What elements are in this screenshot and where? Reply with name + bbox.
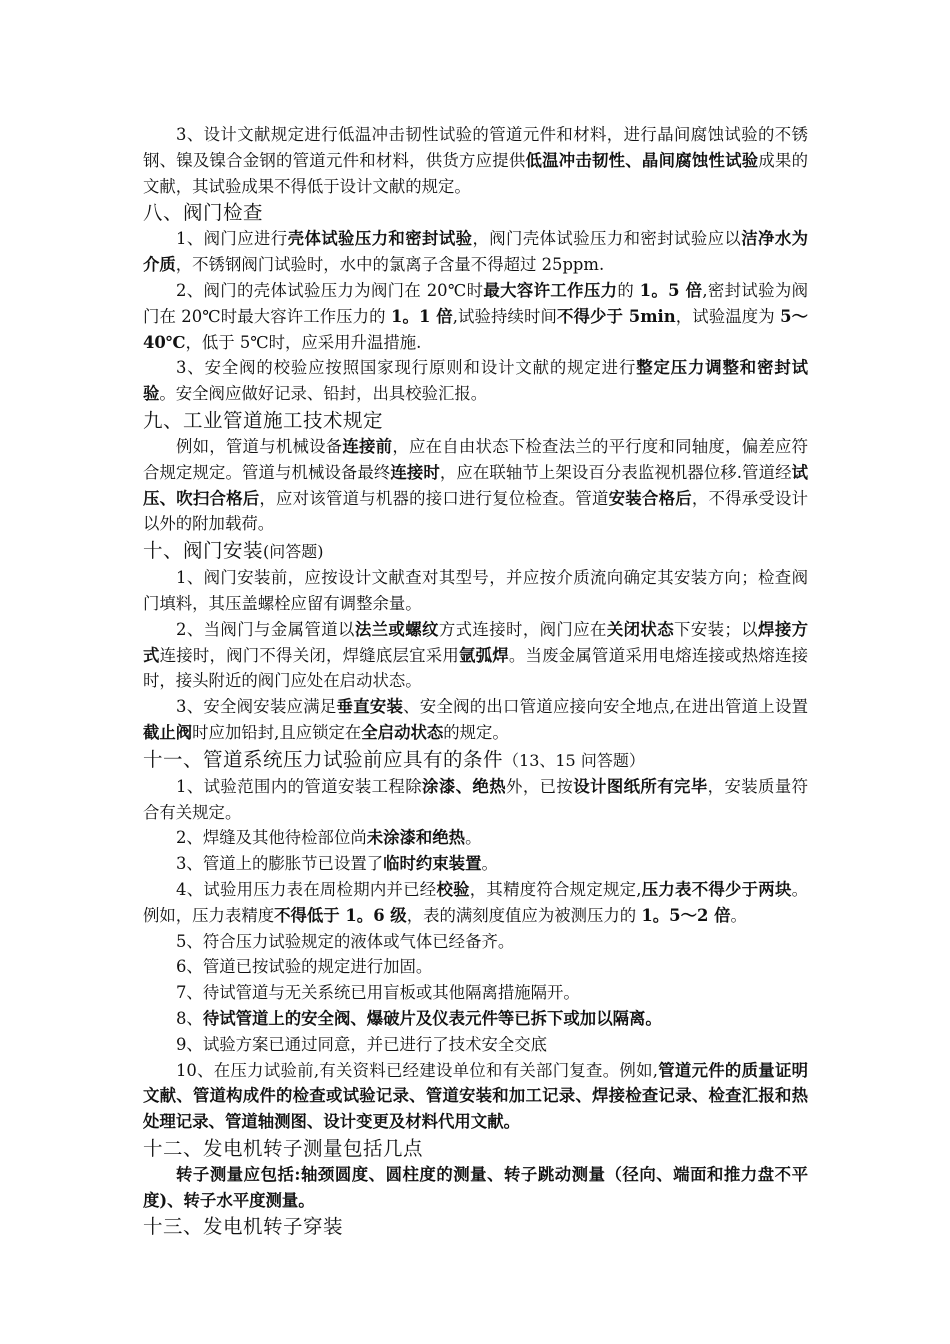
text-run: 1、试验范围内的管道安装工程除 (176, 776, 423, 796)
text-run: 时应加铅封,且应锁定在 (192, 722, 362, 742)
text-run: ，应在联轴节上架设百分表监视机器位移.管道经 (439, 462, 792, 482)
text-run: 8、 (176, 1008, 203, 1028)
text-run: 2、阀门的壳体试验压力为阀门在 20℃时 (176, 280, 484, 300)
bold-text: 1。5 倍 (639, 280, 703, 300)
paragraph (143, 825, 808, 851)
text-run: 八、阀门检查 (143, 201, 264, 225)
text-run: 下安装；以 (674, 619, 759, 639)
text-run: ，试验温度为 (675, 306, 781, 326)
text-run: 十三、发电机转子穿装 (143, 1215, 344, 1239)
paragraph (143, 122, 808, 199)
text-run: 6、管道已按试验的规定进行加固。 (176, 957, 433, 977)
bold-text: 5～40℃ (143, 306, 808, 352)
bold-text: 关闭状态 (606, 619, 675, 639)
paragraph (143, 877, 808, 929)
paragraph (143, 1032, 808, 1058)
bold-text: 洁净水为介质 (143, 229, 809, 275)
paragraph (143, 1162, 808, 1214)
paragraph (143, 355, 808, 407)
paragraph (143, 774, 808, 826)
text-run: 4、试验用压力表在周检期内并已经 (176, 879, 437, 899)
section-heading (143, 407, 808, 434)
text-run: 。 (481, 854, 498, 874)
bold-text: 垂直安装 (336, 697, 404, 717)
text-run: 九、工业管道施工技术规定 (143, 408, 384, 432)
text-run: 成果的文献，其试验成果不得低于设计文献的规定。 (143, 150, 809, 196)
bold-text: 最大容许工作压力 (483, 280, 618, 300)
text-run: 。安全阀应做好记录、铅封，出具校验汇报。 (159, 384, 488, 404)
text-run: 外，已按 (506, 776, 574, 796)
text-run: ，应对该管道与机器的接口进行复位检查。管道 (259, 488, 609, 508)
paragraph (143, 980, 808, 1006)
bold-text: 临时约束装置 (383, 854, 482, 874)
bold-text: 1。5～2 倍 (641, 905, 731, 925)
paragraph (143, 929, 808, 955)
paragraph (143, 1006, 808, 1032)
section-heading (143, 746, 808, 774)
bold-text: 氩弧焊 (459, 645, 509, 665)
bold-text: 焊接方式 (143, 619, 809, 665)
paragraph (143, 434, 808, 537)
bold-text: 法兰或螺纹 (354, 619, 439, 639)
text-run: 3、设计文献规定进行低温冲击韧性试验的管道元件和材料，进行晶间腐蚀试验的不锈钢、镍及镍合金钢的管道元件和材料，供货方应提供 (143, 125, 808, 170)
text-run: 、安全阀的出口管道应接向安全地点,在进出管道上设置 (403, 697, 808, 717)
bold-text: 待试管道上的安全阀、爆破片及仪表元件等已拆下或加以隔离。 (202, 1008, 662, 1028)
text-run: ，表的满刻度值应为被测压力的 (406, 905, 642, 925)
text-run: 5、符合压力试验规定的液体或气体已经备齐。 (176, 931, 515, 951)
section-heading (143, 199, 808, 226)
bold-text: 1。1 倍 (390, 306, 453, 326)
bold-text: 截止阀 (143, 722, 193, 742)
text-run: ，不得承受设计以外的附加载荷。 (143, 488, 809, 534)
text-run: ,试验持续时间 (452, 306, 557, 326)
text-run: 的 (617, 280, 640, 300)
paragraph (143, 617, 808, 694)
bold-text: 校验 (436, 879, 470, 899)
paragraph (143, 954, 808, 980)
paragraph (143, 851, 808, 877)
text-run: ，安装质量符合有关规定。 (143, 776, 809, 822)
text-run: 方式连接时，阀门应在 (438, 619, 607, 639)
bold-text: 涂漆、绝热 (422, 776, 507, 796)
section-heading (143, 1213, 808, 1240)
text-run: 。当废金属管道采用电熔连接或热熔连接时，接头附近的阀门应处在启动状态。 (143, 645, 809, 691)
bold-text: 整定压力调整和密封试验 (143, 358, 808, 404)
bold-text: 转子测量应包括:轴颈圆度、圆柱度的测量、转子跳动测量（径向、端面和推力盘不平度)、转子水平度测量。 (143, 1164, 808, 1210)
section-heading (143, 537, 808, 565)
text-run: 。 (730, 905, 747, 925)
text-run: ，其精度符合规定规定, (469, 879, 642, 899)
section-heading (143, 1135, 808, 1162)
paragraph (143, 278, 808, 355)
heading-note: (问答题) (263, 542, 324, 562)
text-run: 。例如，压力表精度 (143, 879, 808, 925)
text-run: 的规定。 (443, 722, 509, 742)
document-body (143, 122, 808, 1240)
paragraph (143, 565, 808, 617)
bold-text: 壳体试验压力和密封试验 (287, 229, 473, 249)
bold-text: 连接时 (390, 462, 440, 482)
text-run: 十二、发电机转子测量包括几点 (143, 1136, 424, 1160)
text-run: 十一、管道系统压力试验前应具有的条件 (143, 747, 504, 771)
heading-note: （13、15 问答题） (503, 750, 645, 770)
bold-text: 试压、吹扫合格后 (143, 462, 808, 508)
bold-text: 低温冲击韧性、晶间腐蚀性试验 (525, 150, 759, 170)
text-run: 10、在压力试验前,有关资料已经建设单位和有关部门复查。例如, (176, 1060, 658, 1080)
paragraph (143, 1058, 808, 1135)
text-run: ，应在自由状态下检查法兰的平行度和同轴度，偏差应符合规定规定。管道与机械设备最终 (143, 436, 809, 482)
bold-text: 连接前 (342, 436, 393, 456)
bold-text: 压力表不得少于两块 (641, 879, 792, 899)
text-run: 1、阀门应进行 (176, 229, 288, 249)
bold-text: 全启动状态 (361, 722, 444, 742)
text-run: ，阀门壳体试验压力和密封试验应以 (472, 229, 742, 249)
bold-text: 不得低于 1。6 级 (274, 905, 407, 925)
bold-text: 设计图纸所有完毕 (573, 776, 708, 796)
bold-text: 不得少于 5min (557, 306, 676, 326)
text-run: 。 (465, 828, 482, 848)
bold-text: 安装合格后 (608, 488, 692, 508)
paragraph (143, 226, 808, 278)
text-run: ，不锈钢阀门试验时，水中的氯离子含量不得超过 25ppm. (175, 255, 605, 275)
text-run: ，低于 5℃时，应采用升温措施. (185, 332, 422, 352)
text-run: 7、待试管道与无关系统已用盲板或其他隔离措施隔开。 (176, 983, 580, 1003)
text-run: 3、管道上的膨胀节已设置了 (176, 854, 384, 874)
text-run: 连接时，阀门不得关闭，焊缝底层宜采用 (159, 645, 459, 665)
text-run: 十、阀门安装 (143, 539, 264, 563)
text-run: ,密封试验为阀门在 20℃时最大容许工作压力的 (143, 280, 808, 326)
text-run: 例如，管道与机械设备 (176, 436, 343, 456)
text-run: 3、安全阀安装应满足 (176, 697, 337, 717)
bold-text: 未涂漆和绝热 (366, 828, 466, 848)
text-run: 3、安全阀的校验应按照国家现行原则和设计文献的规定进行 (176, 358, 637, 378)
bold-text: 管道元件的质量证明文献、管道构成件的检查或试验记录、管道安装和加工记录、焊接检查记录、检查汇报和热处理记录、管道轴测图、设计变更及材料代用文献。 (143, 1060, 809, 1132)
paragraph (143, 694, 808, 746)
text-run: 2、焊缝及其他待检部位尚 (176, 828, 367, 848)
text-run: 1、阀门安装前，应按设计文献查对其型号，并应按介质流向确定其安装方向；检查阀门填料，其压盖螺栓应留有调整余量。 (143, 568, 808, 613)
text-run: 9、试验方案已通过同意，并已进行了技术安全交底 (176, 1034, 548, 1054)
text-run: 2、当阀门与金属管道以 (176, 619, 355, 639)
